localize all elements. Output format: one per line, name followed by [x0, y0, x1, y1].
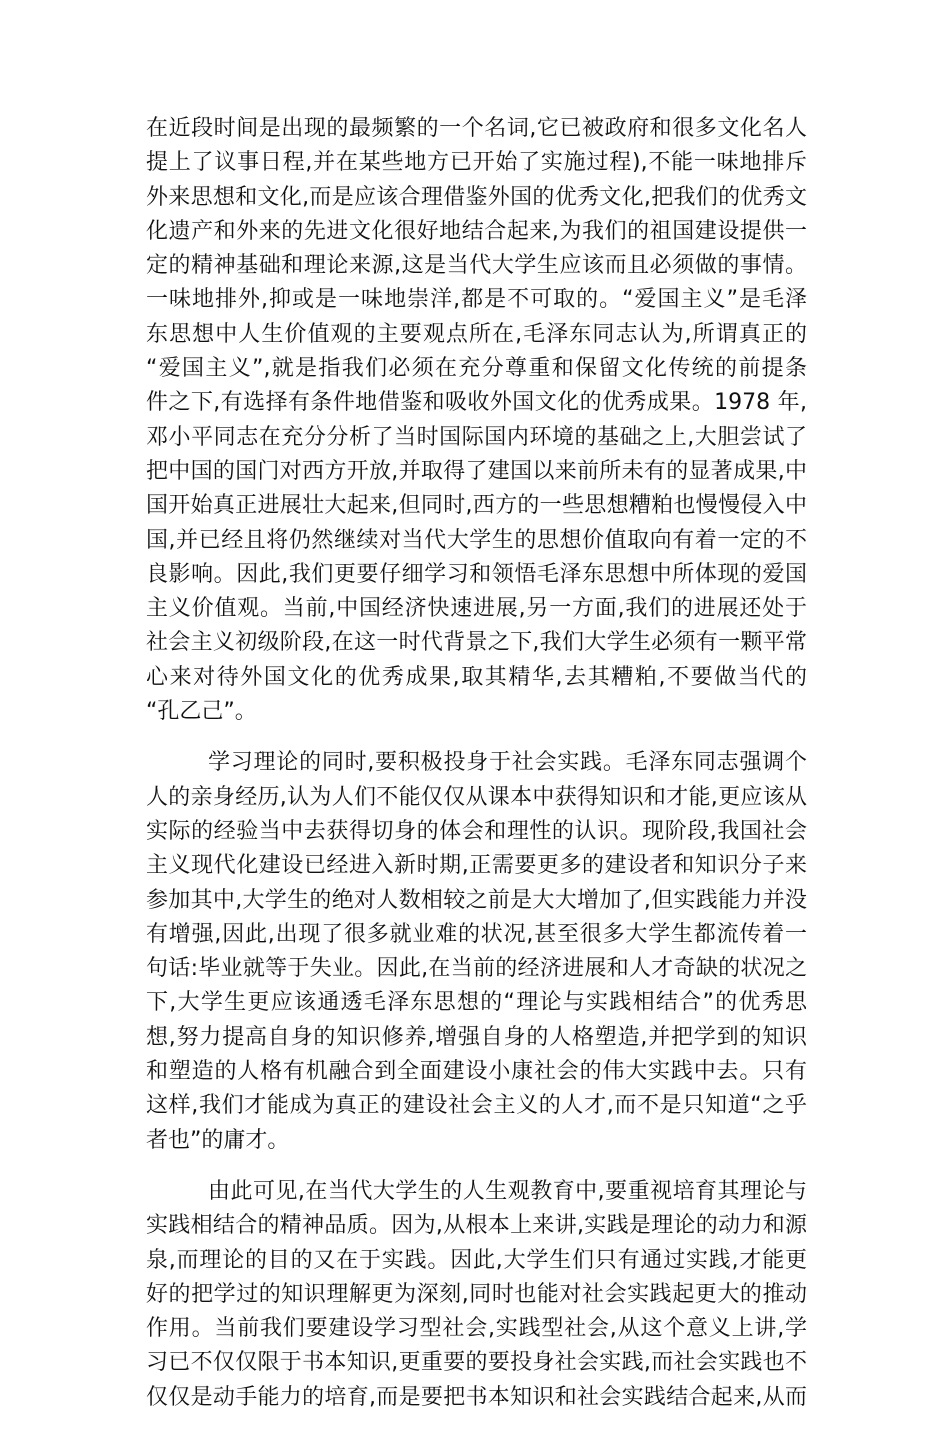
text-line: 外来思想和文化,而是应该合理借鉴外国的优秀文化,把我们的优秀文 [146, 184, 807, 210]
text-line: 把中国的国门对西方开放,并取得了建国以来前所未有的显著成果,中 [146, 458, 807, 484]
text-line: 化遗产和外来的先进文化很好地结合起来,为我们的祖国建设提供一 [146, 218, 807, 244]
text-line: 仅仅是动手能力的培育,而是要把书本知识和社会实践结合起来,从而 [146, 1384, 807, 1410]
text-line: 提上了议事日程,并在某些地方已开始了实施过程),不能一味地排斥 [146, 150, 807, 176]
text-line: 心来对待外国文化的优秀成果,取其精华,去其糟粕,不要做当代的 [146, 664, 807, 690]
paragraph-1 [146, 112, 807, 729]
text-line: 参加其中,大学生的绝对人数相较之前是大大增加了,但实践能力并没 [146, 887, 807, 913]
text-line: 想,努力提高自身的知识修养,增强自身的人格塑造,并把学到的知识 [146, 1024, 807, 1050]
text-line: 由此可见,在当代大学生的人生观教育中,要重视培育其理论与 [208, 1178, 807, 1204]
text-line: 国,并已经且将仍然继续对当代大学生的思想价值取向有着一定的不 [146, 527, 807, 553]
paragraph-2 [146, 746, 807, 1158]
text-line: 下,大学生更应该通透毛泽东思想的“理论与实践相结合”的优秀思 [146, 990, 807, 1016]
text-line: 习已不仅仅限于书本知识,更重要的要投身社会实践,而社会实践也不 [146, 1350, 807, 1376]
text-line: 有增强,因此,出现了很多就业难的状况,甚至很多大学生都流传着一 [146, 921, 807, 947]
text-line: 主义价值观。当前,中国经济快速进展,另一方面,我们的进展还处于 [146, 596, 807, 622]
text-line: 东思想中人生价值观的主要观点所在,毛泽东同志认为,所谓真正的 [146, 321, 807, 347]
text-line: 国开始真正进展壮大起来,但同时,西方的一些思想糟粕也慢慢侵入中 [146, 493, 807, 519]
text-line: “孔乙己”。 [146, 699, 257, 725]
text-line: 社会主义初级阶段,在这一时代背景之下,我们大学生必须有一颗平常 [146, 630, 807, 656]
text-line: 件之下,有选择有条件地借鉴和吸收外国文化的优秀成果。1978 年, [146, 390, 807, 416]
text-line: 定的精神基础和理论来源,这是当代大学生应该而且必须做的事情。 [146, 253, 807, 279]
text-line: 一味地排外,抑或是一味地崇洋,都是不可取的。“爱国主义”是毛泽 [146, 287, 807, 313]
text-line: 好的把学过的知识理解更为深刻,同时也能对社会实践起更大的推动 [146, 1281, 807, 1307]
text-line: 实际的经验当中去获得切身的体会和理性的认识。现阶段,我国社会 [146, 818, 807, 844]
document-page [146, 112, 807, 1432]
text-line: 主义现代化建设已经进入新时期,正需要更多的建设者和知识分子来 [146, 853, 807, 879]
text-line: 实践相结合的精神品质。因为,从根本上来讲,实践是理论的动力和源 [146, 1213, 807, 1239]
text-line: 这样,我们才能成为真正的建设社会主义的人才,而不是只知道“之乎 [146, 1093, 807, 1119]
text-line: 者也”的庸才。 [146, 1127, 290, 1153]
text-line: 句话:毕业就等于失业。因此,在当前的经济进展和人才奇缺的状况之 [146, 956, 807, 982]
text-line: 作用。当前我们要建设学习型社会,实践型社会,从这个意义上讲,学 [146, 1316, 807, 1342]
text-line: 在近段时间是出现的最频繁的一个名词,它已被政府和很多文化名人 [146, 116, 807, 141]
paragraph-3 [146, 1175, 807, 1415]
text-line: 和塑造的人格有机融合到全面建设小康社会的伟大实践中去。只有 [146, 1059, 807, 1085]
text-line: 良影响。因此,我们更要仔细学习和领悟毛泽东思想中所体现的爱国 [146, 561, 807, 587]
text-line: 人的亲身经历,认为人们不能仅仅从课本中获得知识和才能,更应该从 [146, 784, 807, 810]
text-line: 泉,而理论的目的又在于实践。因此,大学生们只有通过实践,才能更 [146, 1247, 807, 1273]
text-line: 邓小平同志在充分分析了当时国际国内环境的基础之上,大胆尝试了 [146, 424, 807, 450]
text-line: “爱国主义”,就是指我们必须在充分尊重和保留文化传统的前提条 [146, 356, 807, 382]
text-line: 学习理论的同时,要积极投身于社会实践。毛泽东同志强调个 [208, 750, 807, 776]
